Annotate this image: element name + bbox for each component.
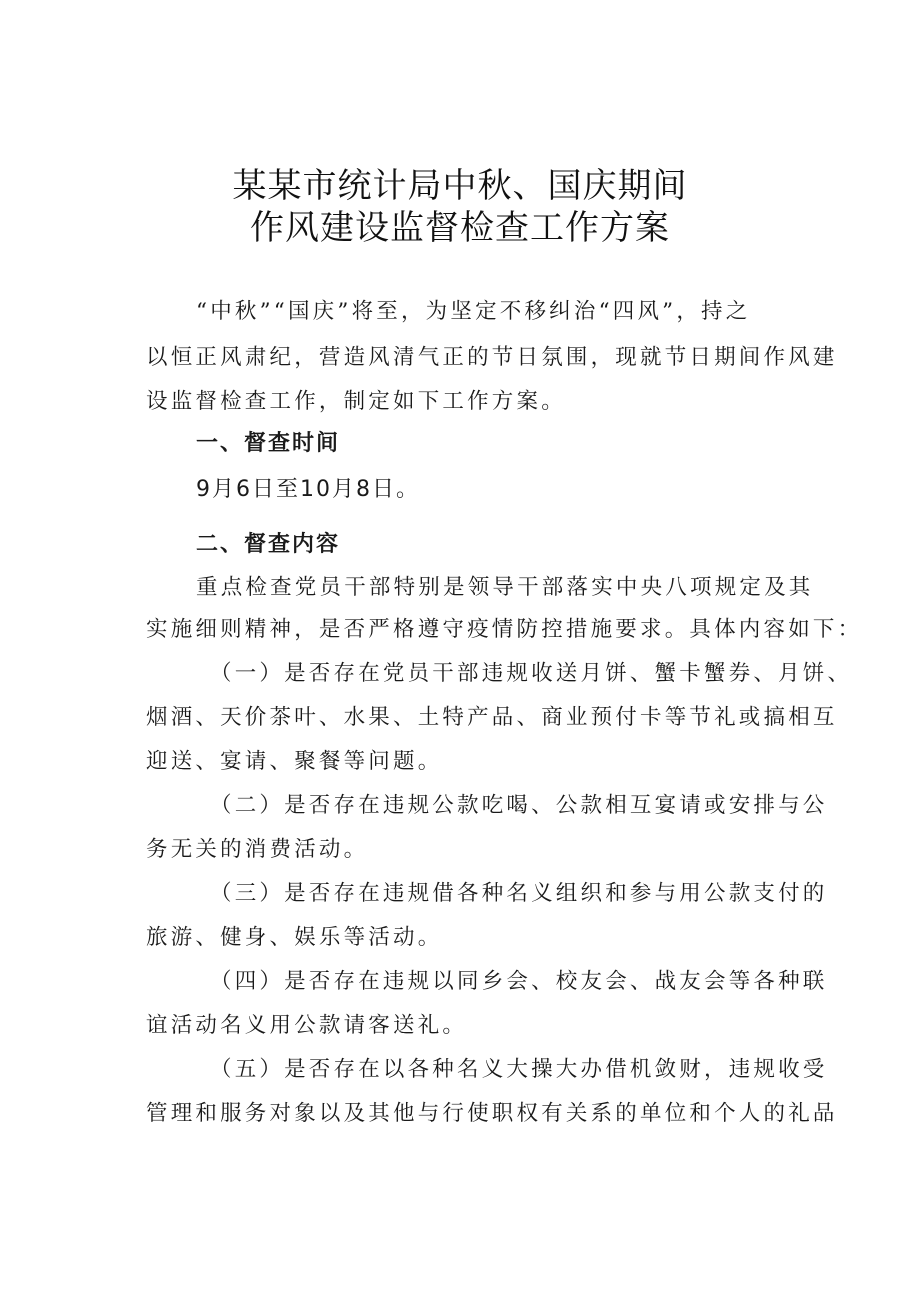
section-2-lead-line-2: 实施细则精神，是否严格遵守疫情防控措施要求。具体内容如下： bbox=[146, 617, 863, 642]
document-title-line-1: 某某市统计局中秋、国庆期间 bbox=[232, 166, 688, 206]
item-4-line-2: 谊活动名义用公款请客送礼。 bbox=[146, 1013, 468, 1038]
item-4-line-1: （四）是否存在违规以同乡会、校友会、战友会等各种联 bbox=[210, 969, 828, 994]
intro-line-3: 设监督检查工作，制定如下工作方案。 bbox=[146, 389, 566, 414]
intro-line-1: “中秋”“国庆”将至，为坚定不移纠治“四风”，持之 bbox=[196, 299, 751, 324]
item-5-line-2: 管理和服务对象以及其他与行使职权有关系的单位和个人的礼品 bbox=[146, 1101, 838, 1126]
item-1-line-3: 迎送、宴请、聚餐等问题。 bbox=[146, 749, 443, 774]
item-3-line-2: 旅游、健身、娱乐等活动。 bbox=[146, 925, 443, 950]
item-2-line-2: 务无关的消费活动。 bbox=[146, 837, 369, 862]
section-1-content: 9月6日至10月8日。 bbox=[196, 477, 420, 502]
item-3-line-1: （三）是否存在违规借各种名义组织和参与用公款支付的 bbox=[210, 881, 828, 906]
intro-line-2: 以恒正风肃纪，营造风清气正的节日氛围，现就节日期间作风建 bbox=[146, 345, 838, 370]
item-1-line-1: （一）是否存在党员干部违规收送月饼、蟹卡蟹券、月饼、 bbox=[210, 661, 853, 686]
item-2-line-1: （二）是否存在违规公款吃喝、公款相互宴请或安排与公 bbox=[210, 793, 828, 818]
item-5-line-1: （五）是否存在以各种名义大操大办借机敛财，违规收受 bbox=[210, 1057, 828, 1082]
document-title-line-2: 作风建设监督检查工作方案 bbox=[250, 208, 670, 248]
section-2-lead-line-1: 重点检查党员干部特别是领导干部落实中央八项规定及其 bbox=[196, 575, 814, 600]
section-2-heading: 二、督查内容 bbox=[196, 532, 341, 557]
section-1-heading: 一、督查时间 bbox=[196, 431, 341, 456]
item-1-line-2: 烟酒、天价茶叶、水果、土特产品、商业预付卡等节礼或搞相互 bbox=[146, 705, 838, 730]
